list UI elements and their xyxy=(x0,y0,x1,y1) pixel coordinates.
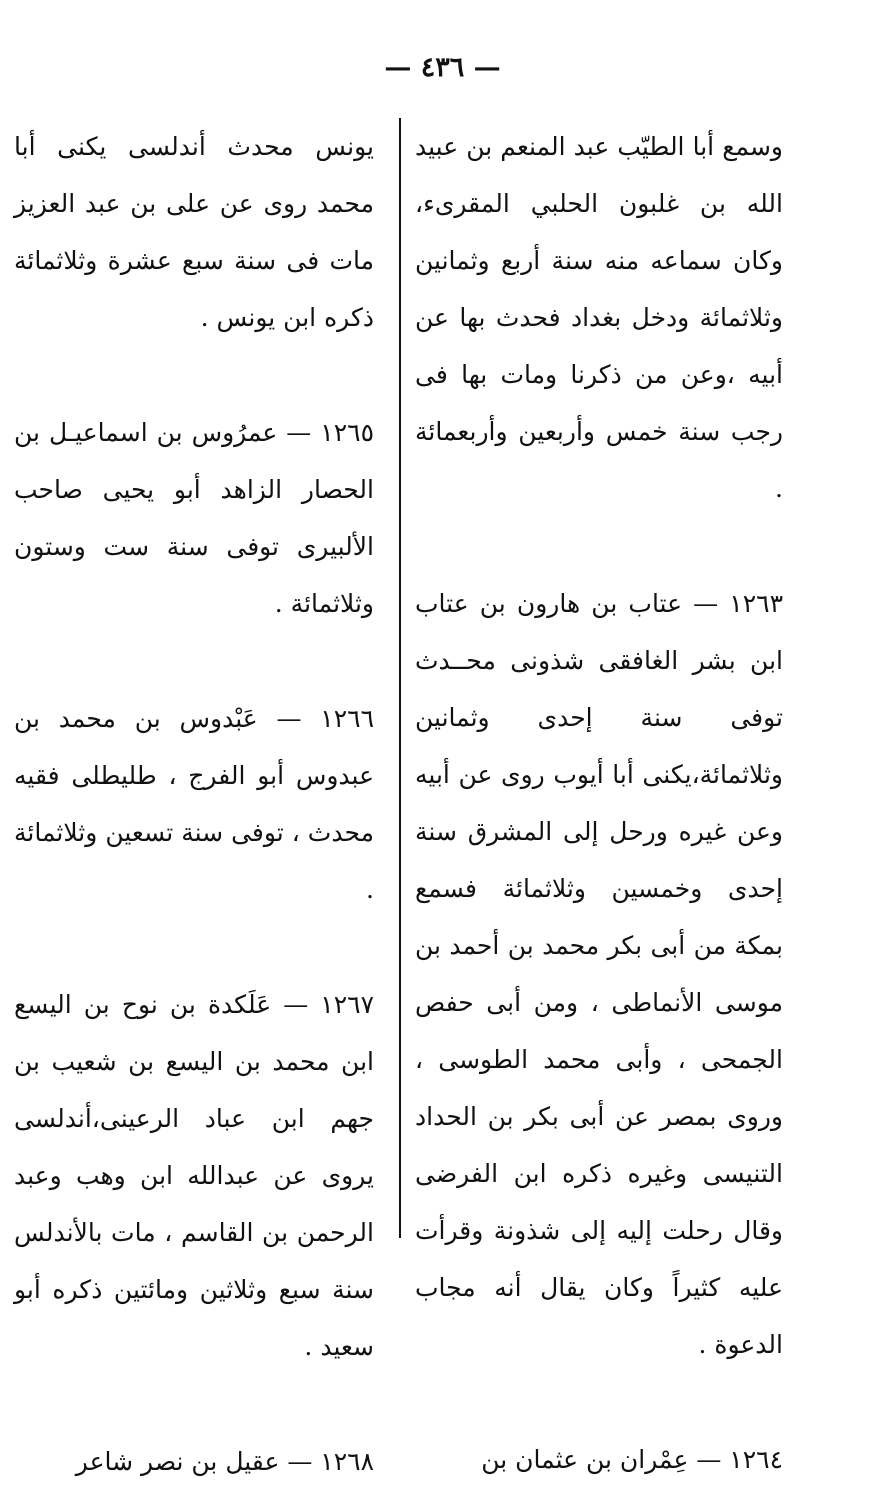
right-column xyxy=(415,118,783,1488)
entry-1265: ١٢٦٥ — عمرُوس بن اسماعيـل بن الحصار الزاهد أبو يحيى صاحب الألبيرى توفى سنة ست وستون وثلاثمائة . xyxy=(14,418,374,618)
entry-1267: ١٢٦٧ — عَلَكدة بن نوح بن اليسع ابن محمد بن اليسع بن شعيب بن جهم ابن عباد الرعينى،أندلسى يروى عن عبدالله ابن وهب وعبد الرحمن بن القاسم ، مات بالأندلس سنة سبع وثلاثين ومائتين ذكره أبو سعيد . xyxy=(14,990,374,1361)
entry-1263: ١٢٦٣ — عتاب بن هارون بن عتاب ابن بشر الغافقى شذونى محــدث توفى سنة إحدى وثمانين وثلاثمائة،يكنى أبا أيوب روى عن أبيه وعن غيره ورحل إلى المشرق سنة إحدى وخمسين وثلاثمائة فسمع بمكة من أبى بكر محمد بن أحمد بن موسى الأنماطى ، ومن أبى حفص الجمحى ، وأبى محمد الطوسى ، وروى بمصر عن أبى بكر بن الحداد التنيسى وغيره ذكره ابن الفرضى وقال رحلت إليه إلى شذونة وقرأت عليه كثيراً وكان يقال أنه مجاب الدعوة . xyxy=(415,589,783,1359)
page-number: — ٤٣٦ — xyxy=(384,52,501,83)
paragraph-continuation: يونس محدث أندلسى يكنى أبا محمد روى عن على بن عبد العزيز مات فى سنة سبع عشرة وثلاثمائة ذكره ابن يونس . xyxy=(14,132,374,332)
entry-1264: ١٢٦٤ — عِمْران بن عثمان بن xyxy=(481,1445,783,1474)
entry-1268: ١٢٦٨ — عقيل بن نصر شاعر xyxy=(75,1447,374,1476)
column-divider xyxy=(399,118,401,1238)
left-column xyxy=(14,118,374,1490)
entry-1266: ١٢٦٦ — عَبْدوس بن محمد بن عبدوس أبو الفرج ، طليطلى فقيه محدث ، توفى سنة تسعين وثلاثمائة . xyxy=(14,704,374,904)
paragraph-continuation: وسمع أبا الطيّب عبد المنعم بن عبيد الله بن غلبون الحلبي المقرىء، وكان سماعه منه سنة أربع وثمانين وثلاثمائة ودخل بغداد فحدث بها عن أبيه ،وعن من ذكرنا ومات بها فى رجب سنة خمس وأربعين وأربعمائة . xyxy=(415,132,783,503)
